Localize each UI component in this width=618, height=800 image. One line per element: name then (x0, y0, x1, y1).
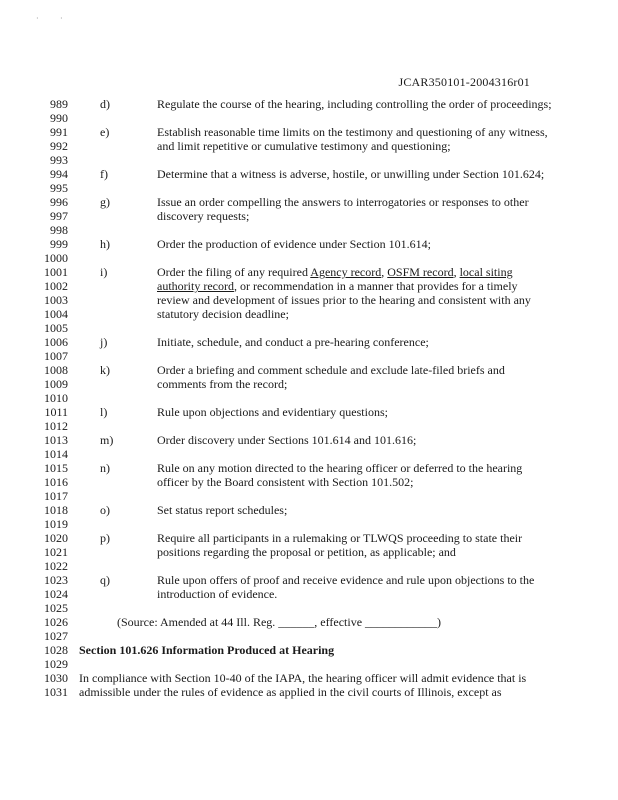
osfm-record-link-text: OSFM record (387, 265, 454, 279)
line-number: 1006 (44, 335, 68, 349)
item-text: Require all participants in a rulemaking or TLWQS proceeding to state their positions regarding the proposal or petition, as applicable; and (157, 531, 523, 559)
line-number: 993 (50, 153, 68, 167)
item-label: p) (100, 531, 110, 545)
item-label: q) (100, 573, 110, 587)
line-number: 1001 (44, 265, 68, 279)
item-label: d) (100, 97, 110, 111)
item-label: l) (100, 405, 108, 419)
line-number: 1012 (44, 419, 68, 433)
line-number: 1002 (44, 279, 68, 293)
item-text: Rule upon objections and evidentiary questions; (157, 405, 388, 419)
line-number: 1031 (44, 685, 68, 699)
line-number: 991 (50, 125, 68, 139)
line-number: 1020 (44, 531, 68, 545)
scan-speck: · (36, 14, 39, 23)
line-number: 1030 (44, 671, 68, 685)
item-label: g) (100, 195, 110, 209)
line-number: 1007 (44, 349, 68, 363)
line-number: 1017 (44, 489, 68, 503)
section-heading: Section 101.626 Information Produced at Hearing (79, 643, 335, 657)
line-number: 1028 (44, 643, 68, 657)
item-text: Determine that a witness is adverse, hostile, or unwilling under Section 101.624; (157, 167, 545, 181)
line-number: 1023 (44, 573, 68, 587)
item-text: Order the production of evidence under Section 101.614; (157, 237, 431, 251)
line-number: 1011 (44, 405, 68, 419)
line-number: 1025 (44, 601, 68, 615)
item-text: Establish reasonable time limits on the testimony and questioning of any witness, and limit repetitive or cumulative testimony and questioning; (157, 125, 548, 153)
line-number: 1024 (44, 587, 68, 601)
line-number: 1003 (44, 293, 68, 307)
item-text: Issue an order compelling the answers to interrogatories or responses to other discovery requests; (157, 195, 529, 223)
source-note: (Source: Amended at 44 Ill. Reg. ______, effective ____________) (117, 615, 442, 629)
authority-record-text: authority record (157, 279, 234, 293)
line-number: 1021 (44, 545, 68, 559)
agency-record-link-text: Agency record (310, 265, 382, 279)
item-label: h) (100, 237, 110, 251)
item-text: Order the filing of any required Agency record, OSFM record, local siting authority record, or recommendation in a manner that provides for a timely review and development of issues prior to the hearing and consistent with any statutory decision deadline; (157, 265, 531, 321)
line-number: 994 (50, 167, 68, 181)
line-number: 1004 (44, 307, 68, 321)
line-number: 1009 (44, 377, 68, 391)
line-number: 998 (50, 223, 68, 237)
item-text: Set status report schedules; (157, 503, 288, 517)
line-number: 1010 (44, 391, 68, 405)
item-label: f) (100, 167, 108, 181)
section-paragraph: In compliance with Section 10-40 of the IAPA, the hearing officer will admit evidence that is admissible under the rules of evidence as applied in the civil courts of Illinois, except as (79, 671, 527, 699)
line-number: 1005 (44, 321, 68, 335)
line-number: 992 (50, 139, 68, 153)
line-number: 999 (50, 237, 68, 251)
item-label: m) (100, 433, 114, 447)
line-number: 1018 (44, 503, 68, 517)
line-number: 989 (50, 97, 68, 111)
line-number: 1016 (44, 475, 68, 489)
scan-speck: · (60, 14, 63, 23)
line-number: 1000 (44, 251, 68, 265)
item-text: Order a briefing and comment schedule and exclude late-filed briefs and comments from the record; (157, 363, 505, 391)
line-number: 1022 (44, 559, 68, 573)
item-label: j) (100, 335, 108, 349)
line-number: 997 (50, 209, 68, 223)
item-text: Order discovery under Sections 101.614 and 101.616; (157, 433, 417, 447)
line-number: 1013 (44, 433, 68, 447)
item-label: e) (100, 125, 110, 139)
line-number: 1027 (44, 629, 68, 643)
item-text: Rule on any motion directed to the hearing officer or deferred to the hearing officer by the Board consistent with Section 101.502; (157, 461, 523, 489)
item-label: k) (100, 363, 110, 377)
item-text: Initiate, schedule, and conduct a pre-hearing conference; (157, 335, 429, 349)
line-number: 1015 (44, 461, 68, 475)
line-number: 1019 (44, 517, 68, 531)
item-text: Rule upon offers of proof and receive evidence and rule upon objections to the introduction of evidence. (157, 573, 535, 601)
line-number: 996 (50, 195, 68, 209)
line-number: 1008 (44, 363, 68, 377)
item-label: i) (100, 265, 108, 279)
line-number: 990 (50, 111, 68, 125)
local-siting-text: local siting (459, 265, 513, 279)
document-id: JCAR350101-2004316r01 (398, 75, 530, 89)
item-label: n) (100, 461, 110, 475)
line-number: 1014 (44, 447, 68, 461)
item-label: o) (100, 503, 110, 517)
line-number: 1029 (44, 657, 68, 671)
line-number: 995 (50, 181, 68, 195)
line-number: 1026 (44, 615, 68, 629)
item-text: Regulate the course of the hearing, including controlling the order of proceedings; (157, 97, 552, 111)
